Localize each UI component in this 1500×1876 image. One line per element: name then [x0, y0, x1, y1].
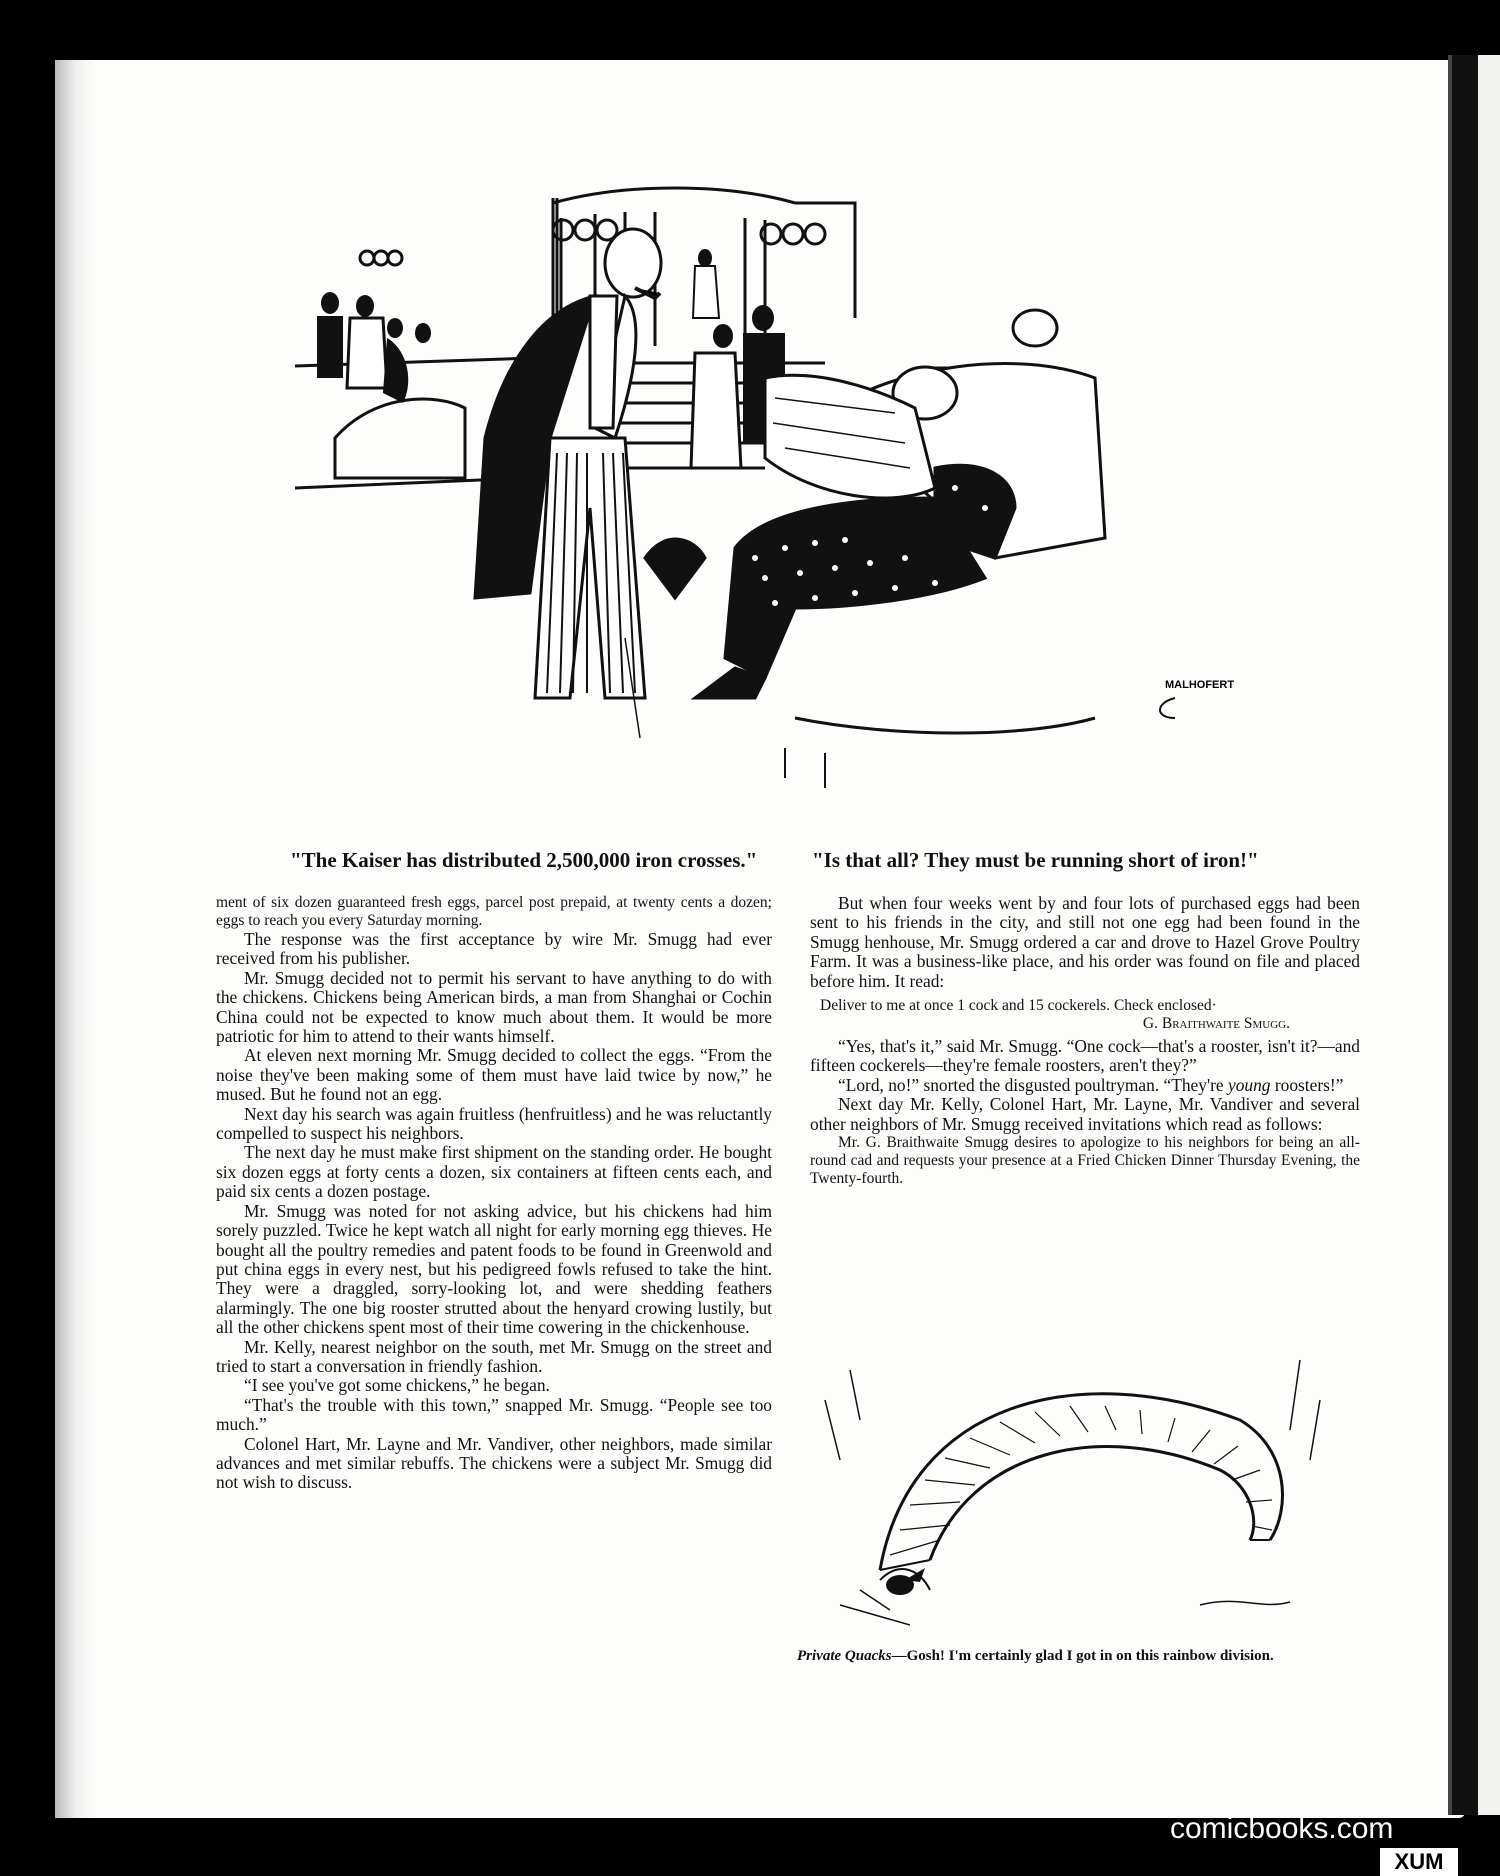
order-note	[820, 997, 1360, 1033]
artist-signature: MALHOFERT	[1165, 679, 1235, 691]
top-cartoon-caption-left: "The Kaiser has distributed 2,500,000 iron crosses."	[290, 848, 758, 872]
page-gutter	[1448, 55, 1482, 1815]
top-cartoon-illustration	[295, 178, 1275, 826]
bottom-cartoon-illustration	[820, 1340, 1340, 1640]
paragraph: Mr. Smugg decided not to permit his servant to have anything to do with the chickens. Chickens being American birds, a man from Shanghai or Cochin China could not be expected to know much about them. It would be more patriotic for him to attend to their wants himself.	[216, 967, 772, 1047]
paragraph: “That's the trouble with this town,” snapped Mr. Smugg. “People see too much.”	[216, 1394, 772, 1435]
site-watermark: comicbooks.com	[1170, 1812, 1394, 1845]
left-text-column	[216, 894, 772, 1493]
quote-text-end: roosters!”	[1270, 1074, 1344, 1095]
paragraph: Next day Mr. Kelly, Colonel Hart, Mr. Layne, Mr. Vandiver and several other neighbors of Mr. Smugg received invitations which read as follows:	[810, 1094, 1360, 1134]
right-text-column	[810, 894, 1360, 1188]
paragraph: At eleven next morning Mr. Smugg decided to collect the eggs. “From the noise they've been making some of them must have laid twice by now,” he mused. But he found not an egg.	[216, 1045, 772, 1105]
paragraph: Mr. Kelly, nearest neighbor on the south, met Mr. Smugg on the street and tried to start a conversation in friendly fashion.	[216, 1336, 772, 1376]
invitation-text: Mr. G. Braithwaite Smugg desires to apologize to his neighbors for being an all-round cad and requests your presence at a Fried Chicken Dinner Thursday Evening, the Twenty-fourth.	[810, 1134, 1360, 1188]
order-text: Deliver to me at once 1 cock and 15 cockerels. Check enclosed·	[820, 997, 1217, 1015]
quote-text: “Lord, no!” snorted the disgusted poultryman. “They're	[838, 1074, 1228, 1095]
paragraph: “I see you've got some chickens,” he began.	[244, 1375, 550, 1396]
page-spine	[55, 60, 95, 1818]
paragraph-continuation: ment of six dozen guaranteed fresh eggs, parcel post prepaid, at twenty cents a dozen; eggs to reach you every Saturday morning.	[216, 894, 772, 929]
emphasis-text: young	[1227, 1074, 1271, 1095]
paragraph: Next day his search was again fruitless (henfruitless) and he was reluctantly compelled to suspect his neighbors.	[216, 1103, 772, 1144]
order-signature: G. Braithwaite Smugg.	[1142, 1015, 1290, 1033]
caption-text: —Gosh! I'm certainly glad I got in on this rainbow division.	[891, 1648, 1274, 1664]
bottom-cartoon-caption	[797, 1648, 1274, 1665]
paragraph: The response was the first acceptance by wire Mr. Smugg had ever received from his publisher.	[216, 929, 772, 969]
caption-speaker: Private Quacks	[797, 1648, 892, 1664]
top-cartoon-caption-right: "Is that all? They must be running short of iron!"	[812, 848, 1259, 872]
next-page-edge	[1478, 55, 1500, 1815]
paragraph: Mr. Smugg was noted for not asking advice, but his chickens had him sorely puzzled. Twice he kept watch all night for early morning egg thieves. He bought all the poultry remedies and patent foods to be found in Greenwold and put china eggs in every nest, but his pedigreed fowls refused to take the hint. They were a draggled, sorry-looking lot, and were shedding feathers alarmingly. The one big rooster strutted about the henyard crowing lustily, but all the other chickens spent most of their time cowering in the chickenhouse.	[216, 1200, 772, 1338]
paragraph: The next day he must make first shipment on the standing order. He bought six dozen eggs at forty cents a dozen, six containers at fifteen cents each, and paid six cents a dozen postage.	[216, 1142, 772, 1202]
xum-badge: XUM	[1380, 1848, 1458, 1876]
paragraph	[810, 1076, 1360, 1095]
paragraph: Colonel Hart, Mr. Layne and Mr. Vandiver, other neighbors, made similar advances and met similar rebuffs. The chickens were a subject Mr. Smugg did not wish to discuss.	[216, 1433, 772, 1493]
paragraph: “Yes, that's it,” said Mr. Smugg. “One cock—that's a rooster, isn't it?—and fifteen cockerels—they're female roosters, aren't they?”	[810, 1036, 1360, 1076]
paragraph: But when four weeks went by and four lots of purchased eggs had been sent to his friends in the city, and still not one egg had been found in the Smugg henhouse, Mr. Smugg ordered a car and drove to Hazel Grove Poultry Farm. It was a business-like place, and his order was found on file and placed before him. It read:	[810, 893, 1360, 991]
